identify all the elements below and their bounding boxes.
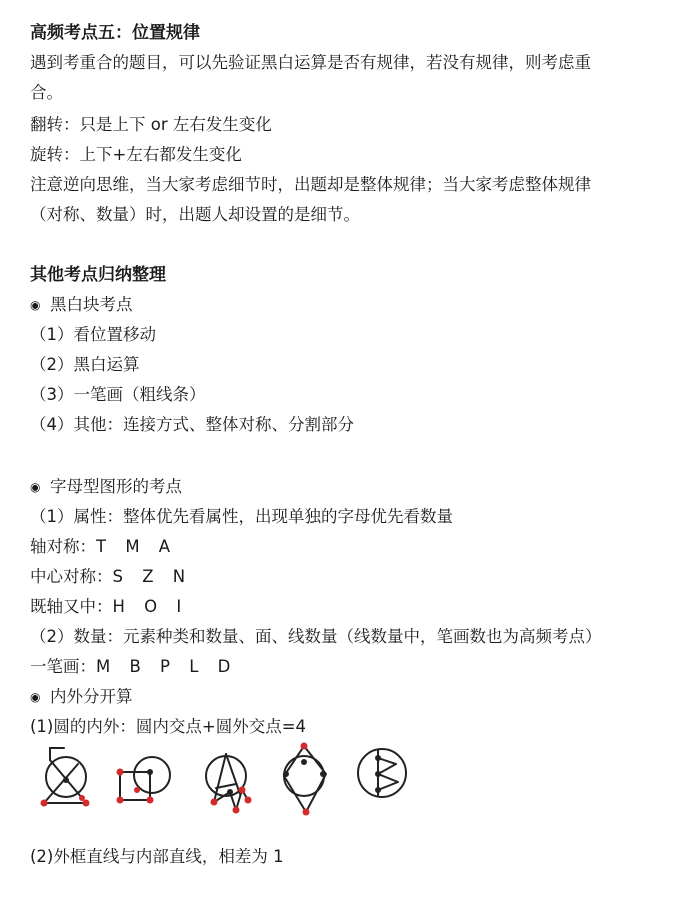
bw-block-heading	[30, 294, 133, 316]
paragraph-reverse-line2: （对称、数量）时，出题人却设置的是细节。	[30, 205, 360, 224]
both-symmetry-letters: H O I	[112, 597, 189, 616]
one-stroke-label: 一笔画：	[30, 657, 96, 676]
center-symmetry-letters: S Z N	[112, 567, 193, 586]
letter-heading	[30, 476, 182, 498]
bw-item-1: （1）看位置移动	[30, 325, 156, 344]
both-symmetry-label: 既轴又中：	[30, 597, 113, 616]
bullet-icon: ◉	[30, 298, 41, 312]
axis-symmetry-letters: T M A	[96, 537, 178, 556]
both-symmetry-row	[30, 596, 188, 618]
section-title-other-points: 其他考点归纳整理	[30, 265, 166, 285]
figure-circle-zigzag	[358, 749, 406, 797]
bullet-icon: ◉	[30, 690, 41, 704]
one-stroke-letters: M B P L D	[96, 657, 238, 676]
center-symmetry-row	[30, 566, 192, 588]
circle-inside-outside-rule: (1)圆的内外：圆内交点+圆外交点=4	[30, 717, 307, 736]
bw-item-3: （3）一笔画（粗线条）	[30, 385, 206, 404]
letter-title: 字母型图形的考点	[50, 477, 182, 496]
bw-block-title: 黑白块考点	[50, 295, 133, 314]
paragraph-reverse-line1: 注意逆向思维，当大家考虑细节时，出题却是整体规律；当大家考虑整体规律	[30, 175, 591, 194]
letter-attribute-rule: （1）属性：整体优先看属性，出现单独的字母优先看数量	[30, 507, 453, 526]
axis-symmetry-row	[30, 536, 177, 558]
letter-count-rule: （2）数量：元素种类和数量、面、线数量（线数量中，笔画数也为高频考点）	[30, 627, 602, 646]
flip-definition: 翻转：只是上下 or 左右发生变化	[30, 115, 272, 134]
center-symmetry-label: 中心对称：	[30, 567, 113, 586]
paragraph-overlap-line2: 合。	[30, 83, 63, 102]
axis-symmetry-label: 轴对称：	[30, 537, 96, 556]
split-title: 内外分开算	[50, 687, 133, 706]
example-figures	[30, 740, 430, 820]
paragraph-overlap-line1: 遇到考重合的题目，可以先验证黑白运算是否有规律，若没有规律，则考虑重	[30, 53, 591, 72]
section-title-position-rule: 高频考点五：位置规律	[30, 23, 200, 43]
split-heading	[30, 686, 133, 708]
figure-circle-diamond	[283, 743, 326, 816]
rotate-definition: 旋转：上下+左右都发生变化	[30, 145, 242, 164]
figure-circle-cross	[41, 748, 90, 807]
figure-circle-letter-a	[206, 754, 252, 814]
bw-item-2: （2）黑白运算	[30, 355, 140, 374]
one-stroke-row	[30, 656, 237, 678]
bw-item-4: （4）其他：连接方式、整体对称、分割部分	[30, 415, 354, 434]
figure-circle-square	[117, 757, 171, 804]
frame-line-rule: (2)外框直线与内部直线，相差为 1	[30, 847, 284, 866]
bullet-icon: ◉	[30, 480, 41, 494]
